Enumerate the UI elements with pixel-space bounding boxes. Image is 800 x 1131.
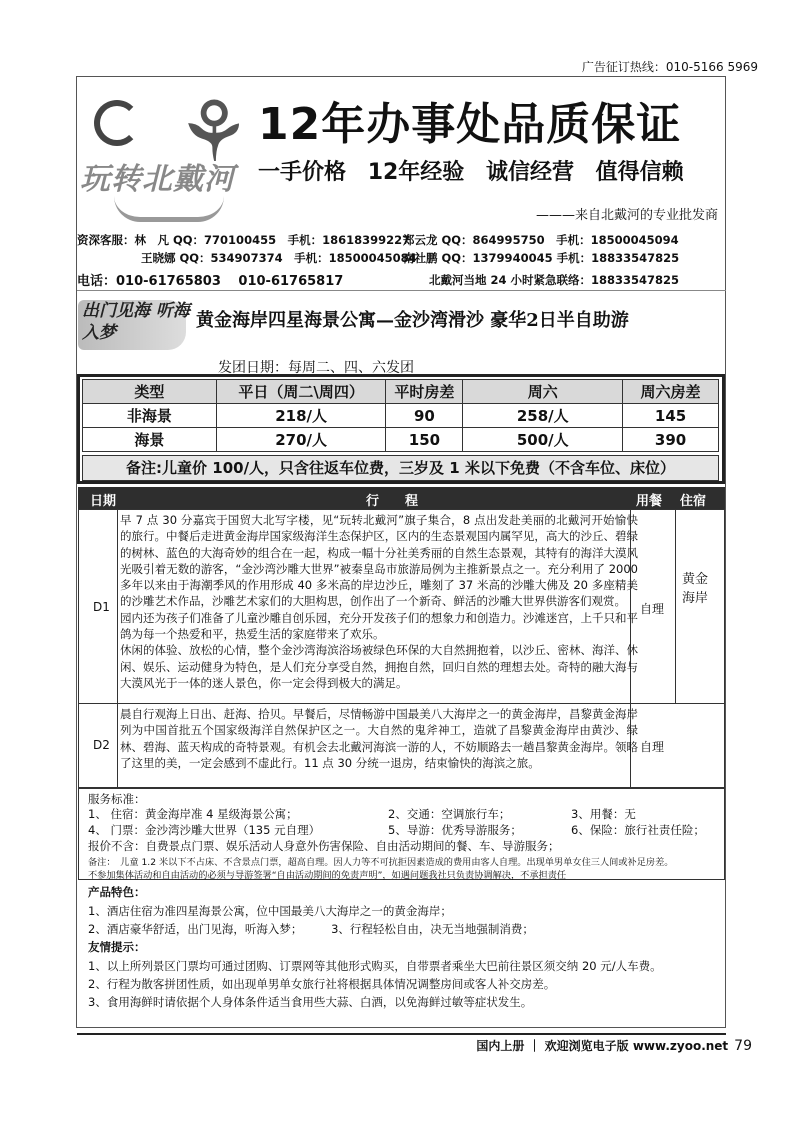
features-title: 产品特色： (88, 885, 146, 899)
table-cell: 90 (386, 404, 463, 428)
slogan-item: 12年经验 (367, 160, 465, 185)
header-meal: 用餐 (636, 494, 663, 509)
depart-dates: 发团日期：每周二、四、六发团 (218, 360, 414, 376)
contact-row: 王晓娜 QQ：534907374 手机：18500045084 (141, 251, 417, 265)
day-label: D1 (93, 600, 110, 614)
service-item: 3、用餐：无 (571, 807, 636, 821)
table-cell: 海景 (83, 428, 217, 452)
seal-text: 出门见海 听海入梦 (82, 301, 190, 343)
wave-icon (114, 196, 224, 222)
service-item: 5、导游：优秀导游服务； (388, 823, 522, 837)
table-header: 周六 (463, 380, 623, 404)
divider (117, 509, 118, 788)
day-label: D2 (93, 738, 110, 752)
header-stay: 住宿 (680, 494, 707, 509)
phone-row: 电话：010-61765803 010-61765817 (77, 274, 344, 289)
slogan-item: 值得信赖 (595, 160, 684, 185)
service-remark: 备注： 儿童 1.2 米以下不占床、不含景点门票，超高自理。因人力等不可抗拒因素造成的费用由客人自理。出现单男单女住三人间或补足房差。 (88, 857, 674, 868)
tip-item: 1、以上所列景区门票均可通过团购、订票网等其他形式购买，自带票者乘坐大巴前往景区须交纳 20 元/人车费。 (88, 959, 662, 973)
footer-rule (77, 1033, 726, 1035)
footer (476, 1037, 752, 1054)
tip-item: 3、食用海鲜时请依据个人身体条件适当食用些大蒜、白酒，以免海鲜过敏等症状发生。 (88, 995, 533, 1009)
table-cell: 218/人 (216, 404, 386, 428)
product-title: 黄金海岸四星海景公寓—金沙湾滑沙 豪华2日半自助游 (196, 310, 629, 331)
tip-item: 2、行程为散客拼团性质，如出现单男单女旅行社将根据具体情况调整房间或客人补交房差。 (88, 977, 556, 991)
table-cell: 258/人 (463, 404, 623, 428)
service-item: 2、交通：空调旅行车； (388, 807, 511, 821)
table-cell: 390 (623, 428, 719, 452)
service-item: 4、 门票：金沙湾沙雕大世界（135 元自理） (88, 823, 321, 837)
meal-cell: 自理 (640, 602, 665, 616)
divider (78, 703, 725, 704)
paragraph: 早 7 点 30 分嘉宾于国贸大北写字楼，见“玩转北戴河”旗子集合，8 点出发赴美丽的北戴河开始愉快的旅行。中餐后走进黄金海岸国家级海洋生态保护区，区内的生态景观国内属罕见，高大的沙丘、碧绿的树林、蓝色的大海奇妙的组合在一起，构成一幅十分社美秀丽的自然生态景观，其特有的海洋大漠风光吸引着无数的游客，“金沙湾沙雕大世界”被秦皇岛市旅游局例为主推新景点之一。充分利用了 2000 多年以来由于海潮季风的作用形成 40 多米高的岸边沙丘，雕刻了 37 米高的沙雕大佛及 20 多座精美的沙雕艺术作品，沙雕艺术家们的大胆构思，创作出了一个新奇、鲜活的沙雕大世界供游客们观赏。 (120, 513, 638, 609)
itinerary-header (78, 487, 725, 509)
table-row (83, 404, 719, 428)
service-item: 6、保险：旅行社责任险； (571, 823, 705, 837)
paragraph: 园内还为孩子们准备了儿童沙雕自创乐园，充分开发孩子们的想象力和创造力。沙滩迷宫，上千只和平鸽为每一个热爱和平，热爱生活的家庭带来了欢乐。 (120, 610, 638, 642)
table-cell: 145 (623, 404, 719, 428)
page-number: 79 (734, 1038, 752, 1054)
price-note: 备注:儿童价 100/人，只含往返车位费，三岁及 1 米以下免费（不含车位、床位） (82, 455, 719, 481)
table-cell: 270/人 (216, 428, 386, 452)
emergency-row: 北戴河当地 24 小时紧急联络：18833547825 (429, 273, 680, 287)
price-table (82, 379, 719, 452)
meal-cell: 自理 (640, 740, 665, 754)
tips-title: 友情提示： (88, 940, 146, 954)
table-cell: 非海景 (83, 404, 217, 428)
table-header-row (83, 380, 719, 404)
table-row (83, 428, 719, 452)
feature-item: 1、酒店住宿为准四星海景公寓，位中国最美八大海岸之一的黄金海岸； (88, 904, 452, 918)
ad-hotline: 广告征订热线：010-5166 5969 (581, 60, 758, 74)
stay-cell: 黄金海岸 (681, 572, 708, 606)
logo (80, 84, 250, 234)
headline: 12年办事处品质保证 (258, 99, 682, 150)
table-header: 类型 (83, 380, 217, 404)
slogan-item: 诚信经营 (485, 160, 574, 185)
header-route: 行 程 (366, 494, 419, 509)
table-cell: 500/人 (463, 428, 623, 452)
contact-row: 南社鹏 QQ：1379940045 手机：18833547825 (403, 251, 680, 265)
day-description (120, 706, 638, 771)
palm-tree-icon: ⚘ (176, 83, 252, 181)
feature-item: 2、酒店豪华舒适，出门见海，听海入梦； 3、行程轻松自由，决无当地强制消费； (88, 922, 534, 936)
footer-text: 国内上册 ｜ 欢迎浏览电子版 www.zyoo.net (476, 1039, 729, 1053)
header-date: 日期 (90, 494, 117, 509)
table-header: 平时房差 (386, 380, 463, 404)
contact-row: 郑云龙 QQ：864995750 手机：18500045094 (403, 233, 679, 247)
service-title: 服务标准： (88, 792, 146, 806)
table-cell: 150 (386, 428, 463, 452)
contact-row: 资深客服：林 凡 QQ：770100455 手机：18618399227 (77, 233, 411, 247)
slogan-item: 一手价格 (258, 160, 347, 185)
service-exclusions: 报价不含：自费景点门票、娱乐活动人身意外伤害保险、自由活动期间的餐、车、导游服务； (88, 839, 560, 853)
paragraph: 休闲的体验、放松的心情，整个金沙湾海滨浴场被绿色环保的大自然拥抱着，以沙丘、密林、海洋、休闲、娱乐、运动健身为特色，是人们充分享受自然，拥抱自然，回归自然的理想去处。奇特的融大海与大漠风光于一体的迷人景色，你一定会得到极大的满足。 (120, 643, 638, 690)
table-header: 平日（周二\周四） (216, 380, 386, 404)
sun-icon (94, 100, 140, 146)
service-remark: 不参加集体活动和自由活动的必须与导游签署“自由活动期间的免责声明”，如遇问题我社只负责协调解决，不承担责任 (88, 870, 567, 881)
tagline: ———来自北戴河的专业批发商 (535, 208, 718, 223)
logo-text: 玩转北戴河 (80, 162, 235, 197)
service-item: 1、 住宿：黄金海岸准 4 星级海景公寓； (88, 807, 298, 821)
paragraph: 晨自行观海上日出、赶海、拾贝。早餐后，尽情畅游中国最美八大海岸之一的黄金海岸，昌黎黄金海岸列为中国首批五个国家级海洋自然保护区之一。大自然的鬼斧神工，造就了昌黎黄金海岸由黄沙、绿林、碧海、蓝天构成的奇特景观。有机会去北戴河海滨一游的人，不妨顺路去一趟昌黎黄金海岸。领略了这里的美，一定会感到不虚此行。11 点 30 分统一退房，结束愉快的海滨之旅。 (120, 707, 638, 770)
divider (77, 290, 726, 291)
table-header: 周六房差 (623, 380, 719, 404)
day-description (120, 512, 638, 691)
divider (675, 509, 676, 703)
slogan (258, 155, 698, 186)
